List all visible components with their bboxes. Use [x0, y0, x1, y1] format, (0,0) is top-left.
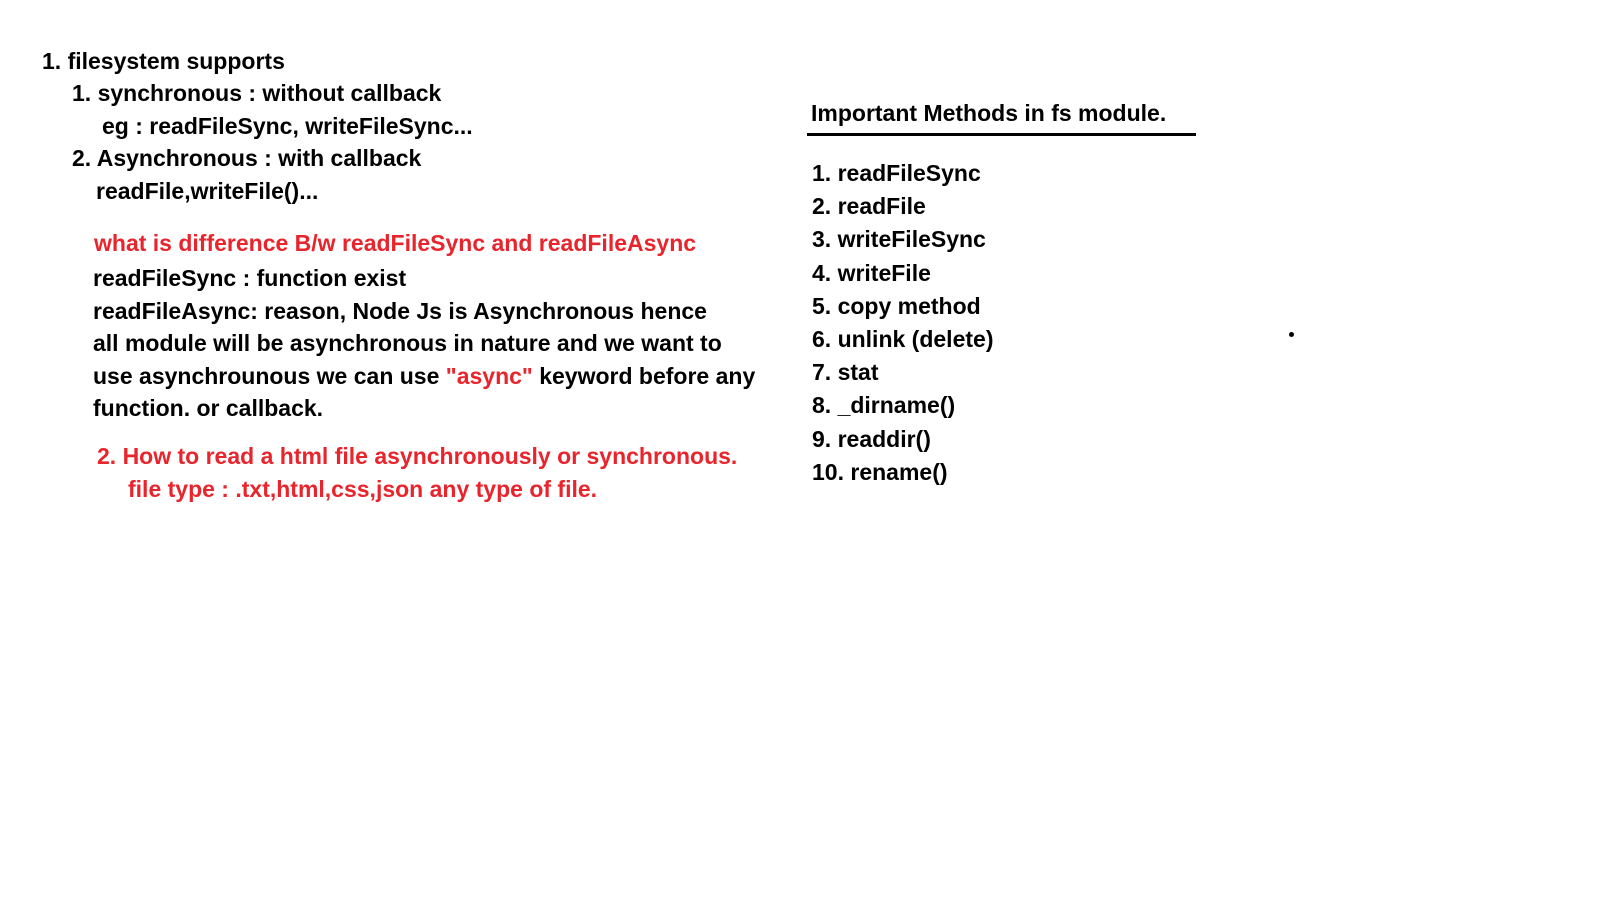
answer-line-4 — [93, 361, 755, 391]
note-filesystem-supports: 1. filesystem supports — [42, 48, 285, 74]
note-async-example: readFile,writeFile()... — [96, 178, 319, 204]
heading-underline — [807, 133, 1196, 136]
question-read-html: 2. How to read a html file asynchronously or synchronous. — [97, 443, 738, 469]
method-item-writefile: 4. writeFile — [812, 259, 931, 286]
method-item-readdir: 9. readdir() — [812, 425, 931, 452]
method-item-rename: 10. rename() — [812, 458, 948, 485]
method-item-stat: 7. stat — [812, 359, 879, 386]
note-sync-example: eg : readFileSync, writeFileSync... — [102, 113, 473, 139]
question-difference: what is difference B/w readFileSync and readFileAsync — [94, 230, 697, 256]
answer-line-5: function. or callback. — [93, 395, 324, 421]
methods-heading: Important Methods in fs module. — [811, 100, 1167, 126]
method-item-copy: 5. copy method — [812, 292, 981, 319]
question-file-types: file type : .txt,html,css,json any type of file. — [128, 476, 598, 502]
method-item-writefilesync: 3. writeFileSync — [812, 226, 986, 253]
answer-line-4-end: keyword before any — [532, 363, 756, 389]
method-item-readfile: 2. readFile — [812, 193, 926, 220]
note-synchronous: 1. synchronous : without callback — [72, 80, 442, 106]
answer-line-1: readFileSync : function exist — [93, 265, 407, 291]
method-item-unlink: 6. unlink (delete) — [812, 326, 994, 353]
answer-line-2: readFileAsync: reason, Node Js is Asynchronous hence — [93, 298, 707, 324]
stray-dot — [1289, 332, 1294, 337]
async-keyword: "async" — [445, 363, 533, 389]
note-asynchronous: 2. Asynchronous : with callback — [72, 145, 422, 171]
method-item-readfilesync: 1. readFileSync — [812, 160, 981, 186]
answer-line-3: all module will be asynchronous in nature and we want to — [93, 330, 722, 356]
answer-line-4-start: use asynchrounous we can use — [93, 363, 446, 389]
method-item-dirname: 8. _dirname() — [812, 392, 956, 419]
methods-list — [812, 157, 993, 489]
